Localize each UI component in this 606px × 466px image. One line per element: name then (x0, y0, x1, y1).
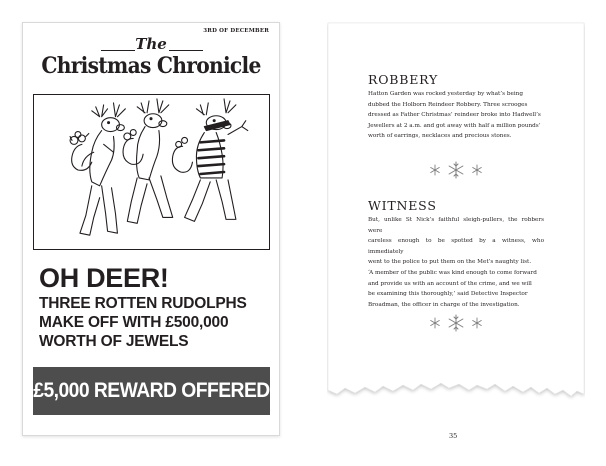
snowflake-icon (447, 314, 465, 332)
masthead-the: The (135, 35, 167, 53)
three-reindeer-robbers-icon (34, 95, 269, 249)
body-line: Jewellers at 2 a.m. and got away with half a million pounds’ (368, 122, 541, 129)
masthead-title: Christmas Chronicle (41, 53, 261, 79)
body-line: But, unlike St Nick’s faithful sleigh-pullers, the robbers were (368, 217, 544, 234)
body-line: ‘A member of the public was kind enough to come forward (368, 269, 537, 276)
snowflake-icon (471, 317, 483, 329)
body-line: and provide us with an account of the crime, and we will (368, 280, 532, 287)
subheadline (39, 294, 271, 351)
snowflake-divider (327, 314, 585, 332)
body-line: Hatton Garden was rocked yesterday by what’s being (368, 91, 523, 97)
issue-date: 3RD OF DECEMBER (203, 28, 269, 34)
reward-banner (33, 367, 270, 415)
torn-article-page (327, 22, 585, 422)
subhead-line: WORTH OF JEWELS (39, 333, 189, 350)
snowflake-icon (429, 317, 441, 329)
page-number: 35 (449, 432, 458, 440)
reindeer-figure-left (70, 103, 125, 235)
subhead-line: THREE ROTTEN RUDOLPHS (39, 295, 247, 312)
reindeer-figure-right (172, 99, 247, 221)
body-line: worth of earrings, necklaces and precious stones. (368, 133, 512, 140)
section-body-robbery (368, 89, 544, 142)
body-line: went to the police to put them on the Met’s naughty list. (368, 259, 532, 266)
section-heading-witness: WITNESS (368, 198, 437, 213)
body-line: dubbed the Holborn Reindeer Robbery. Three scrooges (368, 101, 528, 108)
section-heading-robbery: ROBBERY (368, 72, 439, 87)
body-line: careless enough to be spotted by a witness, who immediately (368, 238, 544, 255)
subhead-line: MAKE OFF WITH £500,000 (39, 314, 229, 331)
snowflake-divider (327, 161, 585, 179)
body-line: be examining this thoroughly,’ said Detective Inspector (368, 291, 528, 298)
reward-text: £5,000 REWARD OFFERED (33, 379, 270, 402)
snowflake-icon (447, 161, 465, 179)
section-body-witness (368, 215, 544, 310)
headline: OH DEER! (39, 263, 169, 293)
snowflake-icon (471, 164, 483, 176)
reindeer-robbers-illustration (33, 94, 270, 250)
reindeer-figure-middle (123, 99, 173, 223)
newspaper-front-page (22, 22, 280, 436)
snowflake-icon (429, 164, 441, 176)
body-line: dressed as Father Christmas’ reindeer broke into Hadwell’s (368, 112, 541, 119)
body-line: Broadman, the officer in charge of the investigation. (368, 301, 520, 308)
